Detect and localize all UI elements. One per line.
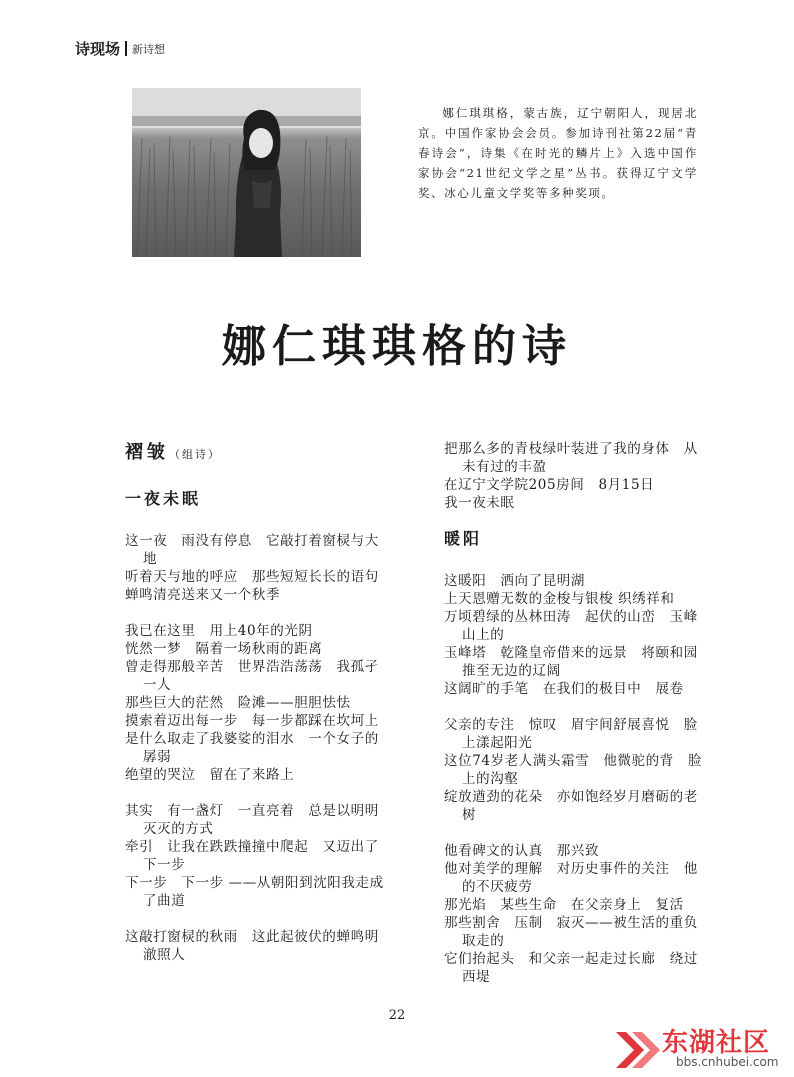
- author-bio-text: 娜仁琪琪格，蒙古族，辽宁朝阳人，现居北京。中国作家协会会员。参加诗刊社第22届“青春诗会”，诗集《在时光的鳞片上》入选中国作家协会“21世纪文学之星”丛书。获得辽宁文学奖、冰心儿童文学奖等多种奖项。: [418, 106, 698, 200]
- series-name: 褶皱: [125, 442, 169, 463]
- poem-line: 下一步 下一步 ——从朝阳到沈阳我走成了曲道: [125, 875, 384, 909]
- author-photo: [132, 88, 361, 257]
- section-header: [75, 38, 165, 59]
- poem-line: 这敲打窗棂的秋雨 这此起彼伏的蝉鸣明澈照人: [125, 929, 379, 963]
- left-column: [125, 440, 385, 982]
- poem-line: 我已在这里 用上40年的光阴: [125, 623, 313, 639]
- poem-line: 摸索着迈出每一步 每一步都踩在坎坷上: [125, 713, 379, 729]
- poem-line: 他看碑文的认真 那兴致: [444, 843, 600, 859]
- poem-line: 曾走得那般辛苦 世界浩浩荡荡 我孤孑一人: [125, 659, 379, 693]
- poem-line: 这阔旷的手笔 在我们的极目中 展卷: [444, 681, 684, 697]
- poem-line: 那些巨大的茫然 险滩——胆胆怯怯: [125, 695, 351, 711]
- stanza: [444, 572, 706, 698]
- stanza: [125, 802, 385, 910]
- poem-line: 绝望的哭泣 留在了来路上: [125, 767, 295, 783]
- poem-line: 上天恩赠无数的金梭与银梭 织绣祥和: [444, 591, 675, 607]
- page-number: 22: [388, 1008, 406, 1023]
- header-divider: [125, 41, 127, 56]
- poem-line: 绽放遒劲的花朵 亦如饱经岁月磨砺的老树: [444, 789, 698, 823]
- poem-line: 这暖阳 洒向了昆明湖: [444, 573, 585, 589]
- series-note: （组诗）: [169, 448, 221, 461]
- poem-line: 恍然一梦 隔着一场秋雨的距离: [125, 641, 323, 657]
- poem-line: 父亲的专注 惊叹 眉宇间舒展喜悦 脸上漾起阳光: [444, 717, 698, 751]
- poem-line: 我一夜未眠: [444, 495, 515, 511]
- poem-line: 他对美学的理解 对历史事件的关注 他的不厌疲劳: [444, 861, 698, 895]
- subsection-name: 新诗想: [132, 42, 166, 56]
- poem-line: 牵引 让我在跌跌撞撞中爬起 又迈出了下一步: [125, 839, 379, 873]
- portrait-photo-icon: [132, 88, 361, 257]
- right-column: [444, 440, 706, 1004]
- poem-title: 一夜未眠: [125, 489, 202, 508]
- poem-line: 玉峰塔 乾隆皇帝借来的远景 将颐和园推至无边的辽阔: [444, 645, 698, 679]
- stanza: [444, 842, 706, 986]
- stanza-continued: [444, 440, 706, 512]
- page-title: 娜仁琪琪格的诗: [222, 321, 572, 372]
- poem-line: 那些割舍 压制 寂灭——被生活的重负取走的: [444, 915, 698, 949]
- stanza: [125, 928, 385, 964]
- poem-line: 其实 有一盏灯 一直亮着 总是以明明灭灭的方式: [125, 803, 379, 837]
- watermark-url: bbs.cnhubei.com: [676, 1055, 779, 1069]
- watermark-name: 东湖社区: [662, 1028, 771, 1058]
- section-name: 诗现场: [75, 40, 121, 58]
- poem-line: 是什么取走了我婆娑的泪水 一个女子的孱弱: [125, 731, 379, 765]
- poem-line: 那光焰 某些生命 在父亲身上 复活: [444, 897, 684, 913]
- watermark-logo-icon: [612, 1024, 662, 1072]
- poem-line: 听着天与地的呼应 那些短短长长的语句: [125, 569, 379, 585]
- author-bio: [418, 103, 698, 203]
- stanza: [444, 716, 706, 824]
- poem-line: 这位74岁老人满头霜雪 他微驼的背 脸上的沟壑: [444, 753, 703, 787]
- stanza: [125, 532, 385, 604]
- poem-line: 把那么多的青枝绿叶装进了我的身体 从未有过的丰盈: [444, 441, 698, 475]
- poem-line: 蝉鸣清亮送来又一个秋季: [125, 587, 281, 603]
- poem-line: 这一夜 雨没有停息 它敲打着窗棂与大地: [125, 533, 379, 567]
- poem-line: 它们抬起头 和父亲一起走过长廊 绕过西堤: [444, 951, 698, 985]
- poem-line: 在辽宁文学院205房间 8月15日: [444, 477, 655, 493]
- watermark: [612, 1020, 788, 1074]
- series-title: [125, 444, 385, 464]
- poem-title: 暖阳: [444, 529, 483, 548]
- poem-line: 万顷碧绿的丛林田涛 起伏的山峦 玉峰山上的: [444, 609, 698, 643]
- stanza: [125, 622, 385, 784]
